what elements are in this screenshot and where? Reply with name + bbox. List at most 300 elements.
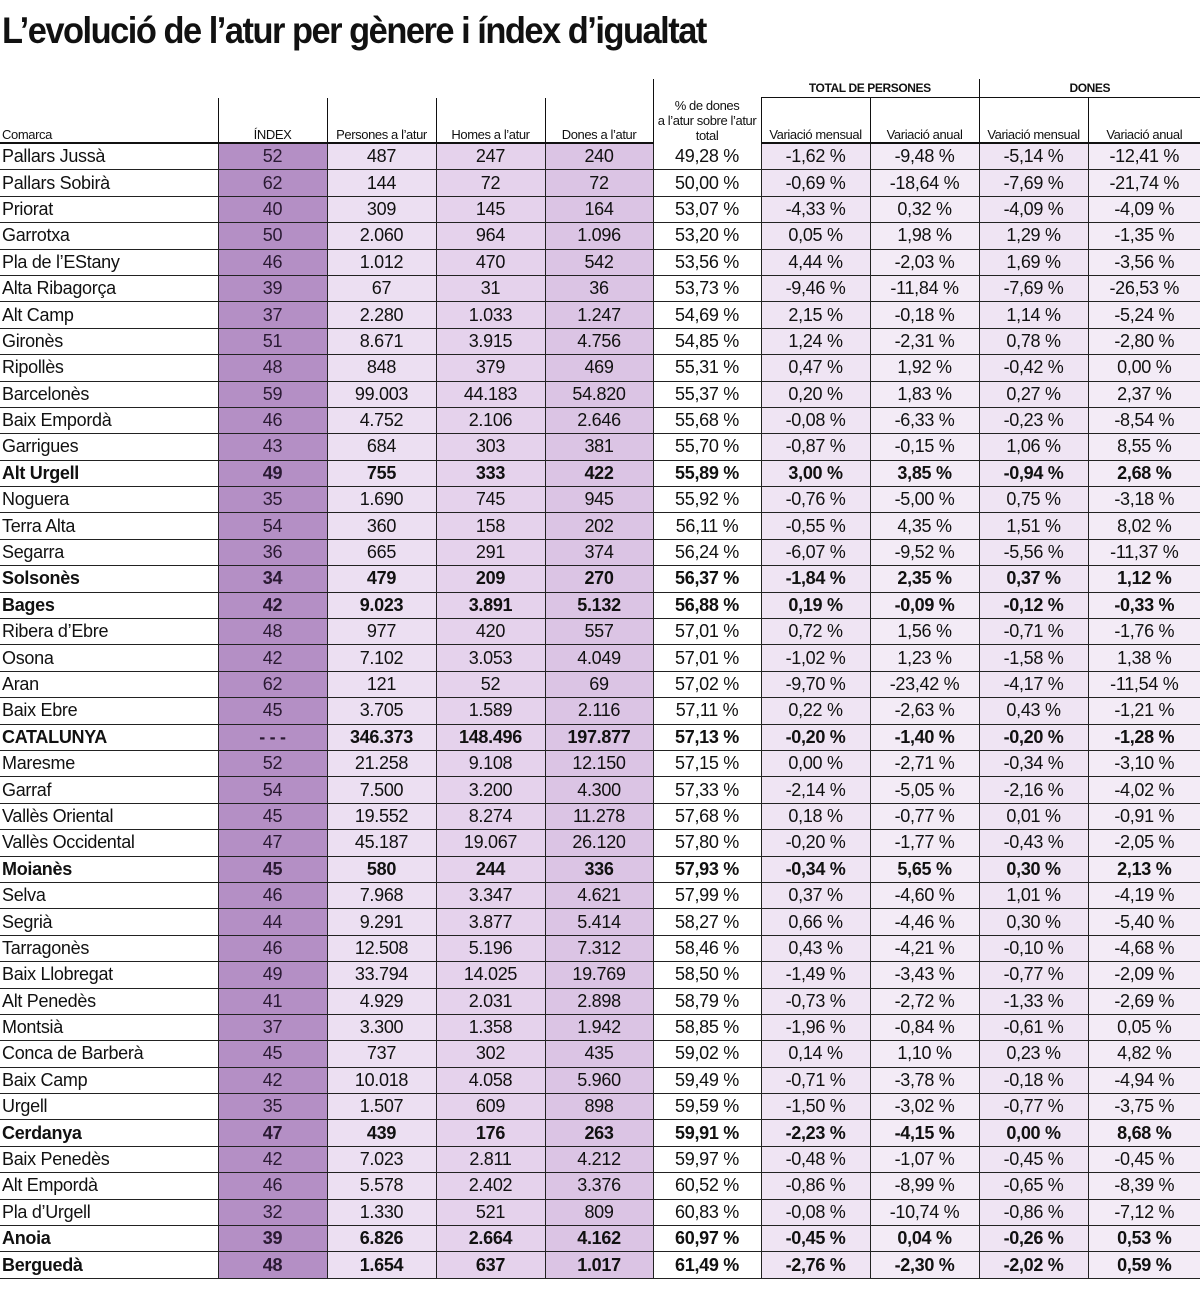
cell-dones: 381 [545,434,653,460]
cell-comarca: Urgell [0,1094,218,1120]
table-row [0,355,1200,381]
cell-index: - - - [218,724,327,750]
cell-persones: 5.578 [327,1173,436,1199]
cell-dones-var-mensual: -0,26 % [979,1226,1088,1252]
cell-pct-women: 57,68 % [653,803,761,829]
cell-pct-women: 61,49 % [653,1252,761,1278]
cell-index: 46 [218,407,327,433]
cell-dones-var-anual: 0,53 % [1088,1226,1200,1252]
cell-comarca: Ribera d’Ebre [0,619,218,645]
cell-comarca: Segarra [0,539,218,565]
table-row [0,1041,1200,1067]
table-row [0,856,1200,882]
cell-index: 45 [218,1041,327,1067]
cell-dones: 2.646 [545,407,653,433]
cell-persones: 1.507 [327,1094,436,1120]
cell-persones: 1.012 [327,249,436,275]
cell-dones-var-anual: 0,59 % [1088,1252,1200,1278]
cell-total-var-anual: -4,21 % [870,935,979,961]
cell-total-var-anual: -3,02 % [870,1094,979,1120]
cell-pct-women: 58,79 % [653,988,761,1014]
cell-homes: 3.877 [436,909,545,935]
cell-dones-var-anual: 0,00 % [1088,355,1200,381]
cell-dones-var-mensual: -0,20 % [979,724,1088,750]
cell-persones: 737 [327,1041,436,1067]
cell-persones: 1.690 [327,487,436,513]
cell-homes: 291 [436,539,545,565]
cell-comarca: Baix Camp [0,1067,218,1093]
cell-dones: 3.376 [545,1173,653,1199]
cell-comarca: Ripollès [0,355,218,381]
cell-dones-var-mensual: -4,09 % [979,196,1088,222]
cell-total-var-mensual: -0,69 % [761,170,870,196]
cell-dones-var-anual: 4,82 % [1088,1041,1200,1067]
table-row [0,777,1200,803]
table-row [0,1226,1200,1252]
cell-dones: 26.120 [545,830,653,856]
table-row [0,513,1200,539]
cell-comarca: Pallars Jussà [0,143,218,170]
cell-persones: 1.654 [327,1252,436,1278]
cell-dones: 270 [545,566,653,592]
cell-total-var-mensual: -1,62 % [761,143,870,170]
cell-dones: 4.162 [545,1226,653,1252]
cell-dones-var-anual: -8,54 % [1088,407,1200,433]
cell-index: 39 [218,1226,327,1252]
cell-dones: 4.049 [545,645,653,671]
cell-comarca: Baix Empordà [0,407,218,433]
cell-homes: 2.811 [436,1146,545,1172]
cell-dones: 1.247 [545,302,653,328]
cell-persones: 8.671 [327,328,436,354]
cell-total-var-anual: 2,35 % [870,566,979,592]
cell-homes: 145 [436,196,545,222]
cell-comarca: Baix Penedès [0,1146,218,1172]
cell-index: 42 [218,645,327,671]
cell-homes: 609 [436,1094,545,1120]
cell-pct-women: 56,11 % [653,513,761,539]
cell-total-var-anual: -0,18 % [870,302,979,328]
cell-dones-var-mensual: 0,30 % [979,909,1088,935]
cell-total-var-mensual: -0,87 % [761,434,870,460]
cell-dones: 945 [545,487,653,513]
cell-total-var-anual: -3,43 % [870,962,979,988]
cell-dones-var-anual: -1,35 % [1088,223,1200,249]
cell-dones-var-mensual: -0,18 % [979,1067,1088,1093]
cell-pct-women: 50,00 % [653,170,761,196]
cell-total-var-mensual: 0,14 % [761,1041,870,1067]
table-row [0,671,1200,697]
cell-total-var-mensual: 0,20 % [761,381,870,407]
cell-total-var-mensual: -0,48 % [761,1146,870,1172]
cell-homes: 420 [436,619,545,645]
cell-dones-var-mensual: -0,23 % [979,407,1088,433]
table-row [0,143,1200,170]
cell-comarca: Pallars Sobirà [0,170,218,196]
cell-persones: 7.102 [327,645,436,671]
cell-total-var-mensual: -9,46 % [761,275,870,301]
cell-persones: 2.280 [327,302,436,328]
cell-pct-women: 57,01 % [653,645,761,671]
table-row [0,460,1200,486]
cell-homes: 5.196 [436,935,545,961]
table-row [0,1146,1200,1172]
cell-index: 49 [218,962,327,988]
cell-persones: 439 [327,1120,436,1146]
cell-pct-women: 55,92 % [653,487,761,513]
cell-total-var-anual: -18,64 % [870,170,979,196]
cell-comarca: Pla d’Urgell [0,1199,218,1225]
cell-dones: 435 [545,1041,653,1067]
cell-pct-women: 55,89 % [653,460,761,486]
cell-dones: 4.212 [545,1146,653,1172]
cell-index: 54 [218,513,327,539]
table-row [0,328,1200,354]
cell-comarca: Priorat [0,196,218,222]
cell-pct-women: 54,69 % [653,302,761,328]
cell-persones: 67 [327,275,436,301]
header-dones-var-mensual: Variació mensual [979,98,1088,144]
cell-index: 50 [218,223,327,249]
cell-total-var-mensual: -1,49 % [761,962,870,988]
header-pct-rest: a l’atur sobre l’atur total [657,113,757,143]
table-row [0,539,1200,565]
cell-homes: 3.891 [436,592,545,618]
cell-dones-var-anual: -26,53 % [1088,275,1200,301]
cell-dones: 164 [545,196,653,222]
table-row [0,1252,1200,1278]
cell-total-var-anual: 1,92 % [870,355,979,381]
cell-dones-var-mensual: 1,14 % [979,302,1088,328]
cell-total-var-mensual: -4,33 % [761,196,870,222]
cell-total-var-anual: -2,03 % [870,249,979,275]
cell-index: 46 [218,249,327,275]
cell-pct-women: 57,13 % [653,724,761,750]
cell-persones: 1.330 [327,1199,436,1225]
cell-homes: 8.274 [436,803,545,829]
cell-homes: 2.402 [436,1173,545,1199]
cell-persones: 309 [327,196,436,222]
cell-total-var-anual: 4,35 % [870,513,979,539]
cell-total-var-mensual: -0,55 % [761,513,870,539]
cell-pct-women: 57,11 % [653,698,761,724]
cell-index: 37 [218,302,327,328]
table-row [0,645,1200,671]
cell-index: 36 [218,539,327,565]
cell-homes: 964 [436,223,545,249]
cell-index: 42 [218,1146,327,1172]
cell-index: 43 [218,434,327,460]
table-row [0,750,1200,776]
cell-comarca: Montsià [0,1014,218,1040]
cell-index: 46 [218,935,327,961]
cell-dones-var-anual: 8,02 % [1088,513,1200,539]
cell-total-var-mensual: 4,44 % [761,249,870,275]
cell-total-var-mensual: -1,84 % [761,566,870,592]
cell-pct-women: 58,46 % [653,935,761,961]
table-row [0,407,1200,433]
cell-dones: 469 [545,355,653,381]
cell-pct-women: 57,80 % [653,830,761,856]
table-row [0,1067,1200,1093]
cell-homes: 244 [436,856,545,882]
cell-comarca: Anoia [0,1226,218,1252]
cell-dones-var-mensual: -7,69 % [979,170,1088,196]
cell-homes: 379 [436,355,545,381]
cell-dones-var-anual: 2,37 % [1088,381,1200,407]
cell-dones: 4.621 [545,882,653,908]
cell-dones-var-mensual: 0,43 % [979,698,1088,724]
cell-total-var-anual: -8,99 % [870,1173,979,1199]
cell-total-var-anual: 1,10 % [870,1041,979,1067]
cell-homes: 9.108 [436,750,545,776]
cell-persones: 346.373 [327,724,436,750]
table-row [0,170,1200,196]
cell-comarca: Garrigues [0,434,218,460]
cell-index: 49 [218,460,327,486]
cell-dones: 11.278 [545,803,653,829]
cell-total-var-anual: -3,78 % [870,1067,979,1093]
cell-total-var-mensual: -0,86 % [761,1173,870,1199]
cell-index: 41 [218,988,327,1014]
cell-index: 40 [218,196,327,222]
cell-index: 54 [218,777,327,803]
cell-persones: 360 [327,513,436,539]
cell-pct-women: 57,99 % [653,882,761,908]
cell-dones-var-anual: -2,80 % [1088,328,1200,354]
cell-pct-women: 58,50 % [653,962,761,988]
cell-dones-var-anual: -3,18 % [1088,487,1200,513]
cell-dones-var-mensual: -0,45 % [979,1146,1088,1172]
cell-total-var-mensual: -0,08 % [761,1199,870,1225]
cell-dones: 197.877 [545,724,653,750]
cell-dones-var-anual: -5,40 % [1088,909,1200,935]
cell-dones: 2.116 [545,698,653,724]
cell-total-var-mensual: 1,24 % [761,328,870,354]
cell-total-var-mensual: -1,50 % [761,1094,870,1120]
cell-index: 62 [218,671,327,697]
cell-total-var-mensual: 3,00 % [761,460,870,486]
cell-comarca: Vallès Oriental [0,803,218,829]
table-row [0,882,1200,908]
cell-total-var-anual: -2,31 % [870,328,979,354]
header-pct-women [653,79,761,143]
header-dones: Dones a l’atur [545,98,653,144]
cell-persones: 99.003 [327,381,436,407]
cell-persones: 33.794 [327,962,436,988]
cell-dones: 1.096 [545,223,653,249]
cell-dones-var-mensual: -0,43 % [979,830,1088,856]
cell-dones: 7.312 [545,935,653,961]
cell-homes: 521 [436,1199,545,1225]
cell-total-var-anual: 1,83 % [870,381,979,407]
cell-total-var-anual: -4,46 % [870,909,979,935]
cell-persones: 4.929 [327,988,436,1014]
cell-comarca: CATALUNYA [0,724,218,750]
cell-comarca: Conca de Barberà [0,1041,218,1067]
cell-dones-var-mensual: -0,94 % [979,460,1088,486]
cell-dones: 36 [545,275,653,301]
cell-pct-women: 54,85 % [653,328,761,354]
header-comarca: Comarca [0,98,218,144]
cell-persones: 45.187 [327,830,436,856]
cell-pct-women: 55,31 % [653,355,761,381]
cell-dones-var-mensual: 0,01 % [979,803,1088,829]
cell-comarca: Barcelonès [0,381,218,407]
unemployment-table [0,79,1200,1279]
cell-total-var-anual: 0,32 % [870,196,979,222]
cell-comarca: Segrià [0,909,218,935]
cell-comarca: Selva [0,882,218,908]
cell-total-var-mensual: -0,34 % [761,856,870,882]
cell-dones-var-mensual: 0,23 % [979,1041,1088,1067]
cell-index: 39 [218,275,327,301]
cell-dones-var-anual: -7,12 % [1088,1199,1200,1225]
cell-comarca: Cerdanya [0,1120,218,1146]
table-row [0,487,1200,513]
cell-total-var-anual: 0,04 % [870,1226,979,1252]
cell-dones-var-mensual: -0,61 % [979,1014,1088,1040]
header-dones-var-anual: Variació anual [1088,98,1200,144]
cell-dones: 12.150 [545,750,653,776]
cell-comarca: Vallès Occidental [0,830,218,856]
cell-total-var-anual: 1,56 % [870,619,979,645]
cell-homes: 637 [436,1252,545,1278]
cell-total-var-anual: -2,71 % [870,750,979,776]
cell-persones: 665 [327,539,436,565]
cell-homes: 72 [436,170,545,196]
cell-comarca: Garraf [0,777,218,803]
cell-total-var-mensual: -0,71 % [761,1067,870,1093]
cell-pct-women: 59,49 % [653,1067,761,1093]
cell-dones-var-mensual: -0,86 % [979,1199,1088,1225]
cell-persones: 9.291 [327,909,436,935]
cell-dones-var-mensual: 1,01 % [979,882,1088,908]
cell-index: 46 [218,882,327,908]
cell-pct-women: 53,07 % [653,196,761,222]
cell-total-var-anual: -2,63 % [870,698,979,724]
cell-total-var-anual: -5,05 % [870,777,979,803]
cell-pct-women: 56,37 % [653,566,761,592]
cell-total-var-anual: -11,84 % [870,275,979,301]
cell-homes: 148.496 [436,724,545,750]
cell-dones: 5.414 [545,909,653,935]
cell-dones-var-mensual: -4,17 % [979,671,1088,697]
table-row [0,302,1200,328]
cell-homes: 1.033 [436,302,545,328]
cell-dones-var-mensual: -0,12 % [979,592,1088,618]
cell-dones: 422 [545,460,653,486]
cell-pct-women: 59,59 % [653,1094,761,1120]
table-row [0,275,1200,301]
cell-comarca: Bages [0,592,218,618]
cell-total-var-anual: -0,77 % [870,803,979,829]
cell-comarca: Gironès [0,328,218,354]
cell-persones: 2.060 [327,223,436,249]
cell-dones-var-mensual: -0,42 % [979,355,1088,381]
cell-dones: 1.942 [545,1014,653,1040]
cell-homes: 3.053 [436,645,545,671]
cell-index: 35 [218,487,327,513]
cell-index: 59 [218,381,327,407]
table-row [0,223,1200,249]
cell-dones: 240 [545,143,653,170]
table-row [0,1120,1200,1146]
cell-dones: 898 [545,1094,653,1120]
cell-dones-var-anual: -3,56 % [1088,249,1200,275]
cell-comarca: Alt Empordà [0,1173,218,1199]
cell-total-var-mensual: -0,08 % [761,407,870,433]
cell-index: 45 [218,856,327,882]
cell-index: 35 [218,1094,327,1120]
cell-comarca: Alt Urgell [0,460,218,486]
cell-persones: 3.705 [327,698,436,724]
cell-dones-var-anual: -12,41 % [1088,143,1200,170]
cell-dones-var-anual: -4,68 % [1088,935,1200,961]
cell-total-var-mensual: -1,96 % [761,1014,870,1040]
table-row [0,1014,1200,1040]
cell-dones-var-mensual: 1,69 % [979,249,1088,275]
table-row [0,988,1200,1014]
cell-dones-var-anual: 0,05 % [1088,1014,1200,1040]
cell-dones-var-mensual: 0,00 % [979,1120,1088,1146]
table-row [0,566,1200,592]
cell-dones-var-anual: 1,38 % [1088,645,1200,671]
cell-dones-var-mensual: 0,27 % [979,381,1088,407]
header-index: ÍNDEX [218,98,327,144]
cell-homes: 14.025 [436,962,545,988]
page-title: L’evolució de l’atur per gènere i índex d’igualtat [2,10,706,51]
table-row [0,1094,1200,1120]
cell-dones-var-mensual: -1,33 % [979,988,1088,1014]
cell-comarca: Solsonès [0,566,218,592]
header-total-var-mensual: Variació mensual [761,98,870,144]
cell-comarca: Garrotxa [0,223,218,249]
cell-homes: 4.058 [436,1067,545,1093]
cell-dones-var-mensual: -0,34 % [979,750,1088,776]
cell-homes: 1.358 [436,1014,545,1040]
cell-comarca: Noguera [0,487,218,513]
cell-total-var-anual: -5,00 % [870,487,979,513]
cell-total-var-anual: -2,30 % [870,1252,979,1278]
cell-homes: 2.031 [436,988,545,1014]
table-row [0,724,1200,750]
cell-homes: 158 [436,513,545,539]
header-pct-line1: % de dones [674,98,740,113]
table-row [0,1199,1200,1225]
table-row [0,381,1200,407]
cell-index: 37 [218,1014,327,1040]
cell-pct-women: 59,97 % [653,1146,761,1172]
cell-comarca: Pla de l’EStany [0,249,218,275]
cell-homes: 333 [436,460,545,486]
header-total-var-anual: Variació anual [870,98,979,144]
cell-dones-var-mensual: -5,56 % [979,539,1088,565]
cell-index: 42 [218,1067,327,1093]
cell-dones: 542 [545,249,653,275]
cell-index: 32 [218,1199,327,1225]
cell-persones: 7.023 [327,1146,436,1172]
table-row [0,249,1200,275]
cell-dones-var-mensual: -0,77 % [979,1094,1088,1120]
cell-pct-women: 49,28 % [653,143,761,170]
cell-total-var-anual: -1,77 % [870,830,979,856]
cell-index: 46 [218,1173,327,1199]
cell-persones: 6.826 [327,1226,436,1252]
cell-dones-var-mensual: -0,65 % [979,1173,1088,1199]
cell-dones-var-anual: -4,94 % [1088,1067,1200,1093]
table-row [0,803,1200,829]
